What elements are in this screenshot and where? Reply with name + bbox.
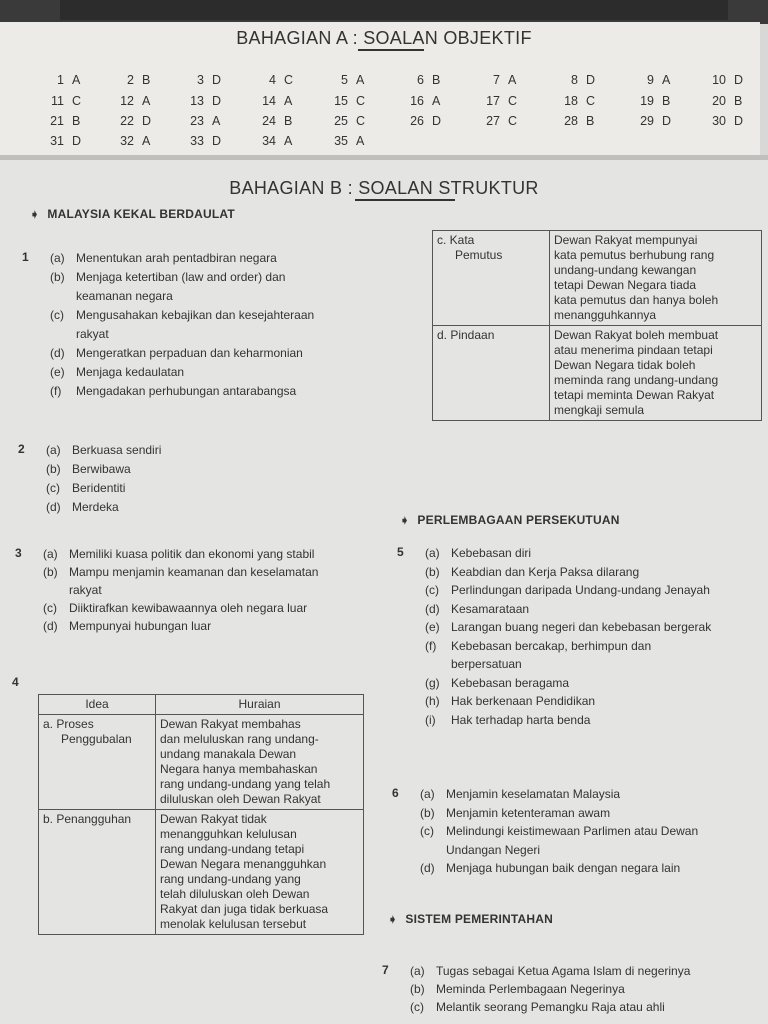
answer-letter: A — [508, 73, 517, 87]
answer-line — [50, 383, 410, 399]
description-line: undang-undang kewangan — [554, 263, 697, 277]
description-line: telah diluluskan oleh Dewan — [160, 887, 310, 901]
description-line: Dewan Negara tidak boleh — [554, 358, 696, 372]
idea-line: a. Proses — [43, 717, 94, 731]
idea-line: c. Kata — [437, 233, 475, 247]
answer-number: 3 — [197, 73, 204, 87]
item-text: Mengusahakan kebajikan dan kesejahteraan — [76, 308, 315, 322]
question-number: 5 — [397, 545, 404, 559]
description-line: Dewan Rakyat tidak — [160, 812, 267, 826]
answer-item — [476, 73, 516, 87]
table-header: Huraian — [156, 695, 364, 715]
item-letter: (a) — [425, 546, 440, 560]
description-line: menangguhkannya — [554, 308, 657, 322]
answer-line — [410, 963, 768, 979]
item-letter: (i) — [425, 712, 436, 727]
answer-number: 1 — [57, 73, 64, 87]
table-row — [39, 715, 364, 810]
item-text: berpersatuan — [451, 657, 522, 671]
answer-letter: B — [586, 114, 595, 128]
item-text: Melantik seorang Pemangku Raja atau ahli — [436, 1000, 665, 1014]
answer-letter: A — [284, 94, 293, 108]
answer-item — [554, 94, 595, 108]
item-letter: (d) — [43, 619, 58, 633]
item-letter: (c) — [43, 601, 57, 615]
idea-cell — [39, 810, 156, 935]
answer-letter: A — [356, 73, 365, 87]
part-a-title: BAHAGIAN A : SOALAN OBJEKTIF — [236, 28, 532, 48]
answer-line — [420, 823, 768, 839]
answer-line — [50, 250, 410, 266]
answer-line — [46, 442, 346, 458]
answer-line — [43, 546, 403, 562]
item-text: Menjaga ketertiban (law and order) dan — [76, 270, 286, 284]
answer-line — [410, 981, 768, 997]
table-row — [433, 326, 762, 421]
item-text: Undangan Negeri — [446, 842, 541, 857]
idea-cell — [433, 326, 550, 421]
item-letter: (h) — [425, 694, 440, 708]
answer-item — [476, 114, 517, 128]
answer-line — [425, 693, 768, 709]
description-line: Dewan Negara menangguhkan — [160, 857, 327, 871]
item-text: Kesamarataan — [451, 601, 530, 616]
answer-number: 34 — [262, 134, 276, 148]
answer-number: 10 — [712, 73, 726, 87]
answer-item — [324, 73, 364, 87]
answer-line — [420, 805, 768, 821]
item-letter: (d) — [50, 346, 65, 360]
answer-line — [43, 600, 403, 616]
description-cell — [550, 326, 762, 421]
item-letter: (a) — [50, 251, 65, 265]
item-letter: (d) — [420, 861, 435, 875]
part-b-title: BAHAGIAN B : SOALAN STRUKTUR — [229, 178, 539, 198]
question-4-table-left — [38, 694, 364, 935]
item-letter: (b) — [46, 462, 61, 476]
item-letter: (c) — [50, 308, 64, 322]
answer-letter: B — [72, 114, 81, 128]
answer-number: 24 — [262, 114, 276, 128]
item-letter: (d) — [425, 601, 440, 616]
answer-letter: C — [284, 73, 294, 87]
answer-letter: A — [662, 73, 671, 87]
answer-number: 6 — [417, 73, 424, 87]
item-letter: (b) — [43, 565, 58, 579]
item-text: Kebebasan bercakap, berhimpun dan — [451, 638, 652, 653]
idea-line: Penggubalan — [61, 732, 132, 746]
answer-letter: D — [734, 73, 744, 87]
item-text: Berwibawa — [72, 462, 131, 476]
answer-number: 15 — [334, 94, 348, 108]
answer-number: 35 — [334, 134, 348, 148]
answer-item — [252, 134, 292, 148]
description-line: Dewan Rakyat boleh membuat — [554, 328, 719, 342]
answer-letter: A — [142, 94, 151, 108]
item-text: Mengeratkan perpaduan dan keharmonian — [76, 346, 303, 360]
answer-letter: B — [662, 94, 671, 108]
answer-letter: A — [212, 114, 221, 128]
item-text: Mampu menjamin keamanan dan keselamatan — [69, 565, 319, 579]
description-line: menolak kelulusan tersebut — [160, 917, 307, 931]
answer-item — [180, 73, 221, 87]
answer-number: 23 — [190, 114, 204, 128]
answer-item — [324, 134, 364, 148]
table-header: Idea — [39, 695, 156, 715]
answer-number: 17 — [486, 94, 500, 108]
arrow-icon: ➧ — [400, 515, 410, 527]
item-letter: (b) — [425, 564, 440, 579]
item-text: Menjaga kedaulatan — [76, 365, 185, 379]
item-letter: (e) — [425, 620, 440, 634]
answer-item — [630, 114, 671, 128]
answer-line — [425, 601, 768, 617]
item-letter: (c) — [425, 583, 439, 597]
item-letter: (c) — [410, 1000, 424, 1014]
answer-item — [324, 94, 365, 108]
item-text: Larangan buang negeri dan kebebasan bergerak — [451, 620, 712, 634]
description-line: mengkaji semula — [554, 403, 645, 417]
item-letter: (b) — [420, 805, 435, 820]
answer-letter: D — [432, 114, 442, 128]
item-letter: (d) — [46, 500, 61, 514]
description-line: Rakyat dan juga tidak berkuasa — [160, 902, 329, 916]
description-line: Dewan Rakyat mempunyai — [554, 233, 698, 247]
answer-line — [50, 288, 410, 304]
description-line: tetapi meminta Dewan Rakyat — [554, 388, 715, 402]
answer-line — [425, 675, 768, 691]
item-letter: (b) — [50, 270, 65, 284]
item-text: Menjamin ketenteraman awam — [446, 805, 611, 820]
item-text: Mengadakan perhubungan antarabangsa — [76, 384, 297, 398]
answer-item — [702, 73, 743, 87]
top-dark-band — [0, 0, 768, 24]
answer-letter: D — [72, 134, 82, 148]
answer-line — [425, 619, 768, 635]
answer-line — [420, 786, 768, 802]
description-line: Negara hanya membahaskan — [160, 762, 318, 776]
answer-item — [110, 73, 150, 87]
description-cell — [156, 715, 364, 810]
answer-item — [702, 94, 742, 108]
idea-line: Pemutus — [455, 248, 503, 262]
item-letter: (a) — [46, 443, 61, 457]
idea-line: b. Penangguhan — [43, 812, 132, 826]
answer-letter: A — [142, 134, 151, 148]
description-line: menangguhkan kelulusan — [160, 827, 297, 841]
answer-item — [252, 114, 292, 128]
description-line: kata pemutus berhubung rang — [554, 248, 715, 262]
answer-item — [554, 114, 594, 128]
question-number: 1 — [22, 250, 29, 264]
answer-item — [110, 114, 151, 128]
answer-line — [50, 326, 410, 342]
answer-item — [40, 94, 81, 108]
answer-item — [180, 94, 221, 108]
section-heading-text: PERLEMBAGAAN PERSEKUTUAN — [417, 513, 620, 527]
item-text: Menjamin keselamatan Malaysia — [446, 787, 621, 801]
item-text: Melindungi keistimewaan Parlimen atau Dewan — [446, 824, 699, 838]
answer-number: 7 — [493, 73, 500, 87]
answer-letter: A — [432, 94, 441, 108]
item-text: Meminda Perlembagaan Negerinya — [436, 982, 625, 996]
answer-item — [400, 114, 441, 128]
item-letter: (c) — [420, 824, 434, 838]
item-text: Beridentiti — [72, 481, 126, 495]
item-letter: (f) — [50, 384, 62, 398]
answer-item — [252, 94, 292, 108]
answer-number: 5 — [341, 73, 348, 87]
idea-line: d. Pindaan — [437, 328, 495, 342]
item-text: rakyat — [69, 583, 102, 597]
item-text: Menjaga hubungan baik dengan negara lain — [446, 861, 681, 875]
answer-letter: D — [212, 94, 222, 108]
answer-number: 32 — [120, 134, 134, 148]
answer-number: 22 — [120, 114, 134, 128]
answer-letter: C — [72, 94, 82, 108]
answer-letter: D — [662, 114, 672, 128]
answer-line — [425, 545, 768, 561]
answer-item — [40, 114, 80, 128]
idea-cell — [433, 231, 550, 326]
answer-letter: C — [508, 114, 518, 128]
answer-number: 18 — [564, 94, 578, 108]
answer-letter: B — [734, 94, 743, 108]
item-text: keamanan negara — [76, 289, 173, 303]
description-line: meminda rang undang-undang — [554, 373, 719, 387]
answer-line — [425, 712, 768, 728]
item-text: Diiktirafkan kewibawaannya oleh negara luar — [69, 601, 308, 615]
answer-line — [50, 345, 410, 361]
item-text: rakyat — [76, 327, 109, 341]
answer-line — [43, 582, 403, 598]
answer-number: 26 — [410, 114, 424, 128]
table-row — [433, 231, 762, 326]
answer-line — [420, 842, 768, 858]
section-heading — [30, 207, 235, 221]
answer-letter: C — [586, 94, 596, 108]
answer-number: 31 — [50, 134, 64, 148]
answer-line — [46, 461, 346, 477]
description-line: dan meluluskan rang undang- — [160, 732, 319, 746]
description-cell — [550, 231, 762, 326]
item-letter: (a) — [43, 547, 58, 561]
answer-item — [40, 134, 81, 148]
description-line: rang undang-undang tetapi — [160, 842, 305, 856]
answer-item — [630, 73, 670, 87]
answer-line — [46, 480, 346, 496]
table-row — [39, 810, 364, 935]
answer-letter: C — [356, 94, 366, 108]
description-line: rang undang-undang yang — [160, 872, 301, 886]
description-line: tetapi Dewan Negara tiada — [554, 278, 697, 292]
answer-line — [420, 860, 768, 876]
answer-line — [425, 638, 768, 654]
item-text: Kebebasan beragama — [451, 675, 570, 690]
answer-number: 27 — [486, 114, 500, 128]
title-underline — [355, 199, 455, 201]
item-letter: (g) — [425, 675, 440, 690]
item-text: Memiliki kuasa politik dan ekonomi yang stabil — [69, 547, 315, 561]
answer-line — [425, 582, 768, 598]
answer-number: 2 — [127, 73, 134, 87]
answer-number: 29 — [640, 114, 654, 128]
answer-number: 14 — [262, 94, 276, 108]
previous-page-edge — [60, 0, 728, 20]
idea-cell — [39, 715, 156, 810]
answer-line — [50, 307, 410, 323]
answer-item — [180, 134, 221, 148]
section-heading-text: SISTEM PEMERINTAHAN — [405, 912, 554, 926]
answer-line — [50, 269, 410, 285]
answer-number: 4 — [269, 73, 276, 87]
description-cell — [156, 810, 364, 935]
answer-number: 9 — [647, 73, 654, 87]
answer-letter: D — [734, 114, 744, 128]
description-line: atau menerima pindaan tetapi — [554, 343, 713, 357]
answer-item — [702, 114, 743, 128]
answer-item — [400, 73, 440, 87]
description-line: Dewan Rakyat membahas — [160, 717, 301, 731]
answer-number: 8 — [571, 73, 578, 87]
item-letter: (e) — [50, 365, 65, 379]
answer-letter: A — [356, 134, 365, 148]
answer-item — [40, 73, 80, 87]
item-letter: (f) — [425, 638, 437, 653]
answer-number: 30 — [712, 114, 726, 128]
question-number: 6 — [392, 786, 399, 800]
item-text: Mempunyai hubungan luar — [69, 619, 212, 633]
answer-number: 25 — [334, 114, 348, 128]
item-letter: (b) — [410, 982, 425, 996]
answer-letter: A — [72, 73, 81, 87]
answer-item — [180, 114, 220, 128]
answer-line — [410, 999, 768, 1015]
answer-item — [476, 94, 517, 108]
answer-number: 13 — [190, 94, 204, 108]
answer-item — [110, 94, 150, 108]
answer-number: 19 — [640, 94, 654, 108]
answer-number: 33 — [190, 134, 204, 148]
answer-item — [252, 73, 293, 87]
answer-line — [43, 564, 403, 580]
answer-letter: D — [212, 134, 222, 148]
question-number: 7 — [382, 963, 389, 977]
answer-line — [425, 656, 768, 672]
item-text: Perlindungan daripada Undang-undang Jenayah — [451, 583, 710, 597]
description-line: rang undang-undang yang telah — [160, 777, 331, 791]
item-letter: (c) — [46, 481, 60, 495]
description-line: diluluskan oleh Dewan Rakyat — [160, 792, 321, 806]
title-underline — [358, 49, 424, 51]
section-heading — [400, 513, 620, 527]
question-number: 3 — [15, 546, 22, 560]
answer-line — [50, 364, 410, 380]
arrow-icon: ➧ — [30, 209, 40, 221]
answer-item — [400, 94, 440, 108]
answer-letter: A — [284, 134, 293, 148]
answer-item — [554, 73, 595, 87]
arrow-icon: ➧ — [388, 914, 398, 926]
answer-letter: B — [284, 114, 293, 128]
answer-letter: B — [142, 73, 151, 87]
answer-letter: D — [142, 114, 152, 128]
question-4-table-right — [432, 230, 762, 421]
answer-line — [43, 618, 403, 634]
question-number: 4 — [12, 675, 19, 689]
answer-item — [324, 114, 365, 128]
description-line: kata pemutus dan hanya boleh — [554, 293, 719, 307]
question-number: 2 — [18, 442, 25, 456]
answer-number: 12 — [120, 94, 134, 108]
answer-number: 20 — [712, 94, 726, 108]
description-line: undang manakala Dewan — [160, 747, 297, 761]
answer-item — [630, 94, 670, 108]
answer-number: 11 — [51, 94, 64, 108]
item-text: Merdeka — [72, 500, 119, 514]
answer-number: 16 — [410, 94, 424, 108]
answer-letter: D — [586, 73, 596, 87]
section-heading-text: MALAYSIA KEKAL BERDAULAT — [47, 207, 235, 221]
answer-number: 21 — [50, 114, 64, 128]
item-text: Hak terhadap harta benda — [451, 712, 591, 727]
item-text: Hak berkenaan Pendidikan — [451, 694, 596, 708]
item-text: Kebebasan diri — [451, 546, 532, 560]
item-text: Tugas sebagai Ketua Agama Islam di negerinya — [436, 964, 691, 978]
answer-number: 28 — [564, 114, 578, 128]
answer-line — [46, 499, 346, 515]
item-text: Keabdian dan Kerja Paksa dilarang — [451, 564, 640, 579]
item-text: Menentukan arah pentadbiran negara — [76, 251, 277, 265]
answer-letter: C — [508, 94, 518, 108]
section-heading — [388, 912, 553, 926]
answer-letter: B — [432, 73, 441, 87]
answer-item — [110, 134, 150, 148]
item-letter: (a) — [410, 964, 425, 978]
answer-letter: C — [356, 114, 366, 128]
item-text: Berkuasa sendiri — [72, 443, 162, 457]
item-letter: (a) — [420, 787, 435, 801]
answer-line — [425, 564, 768, 580]
answer-letter: D — [212, 73, 222, 87]
